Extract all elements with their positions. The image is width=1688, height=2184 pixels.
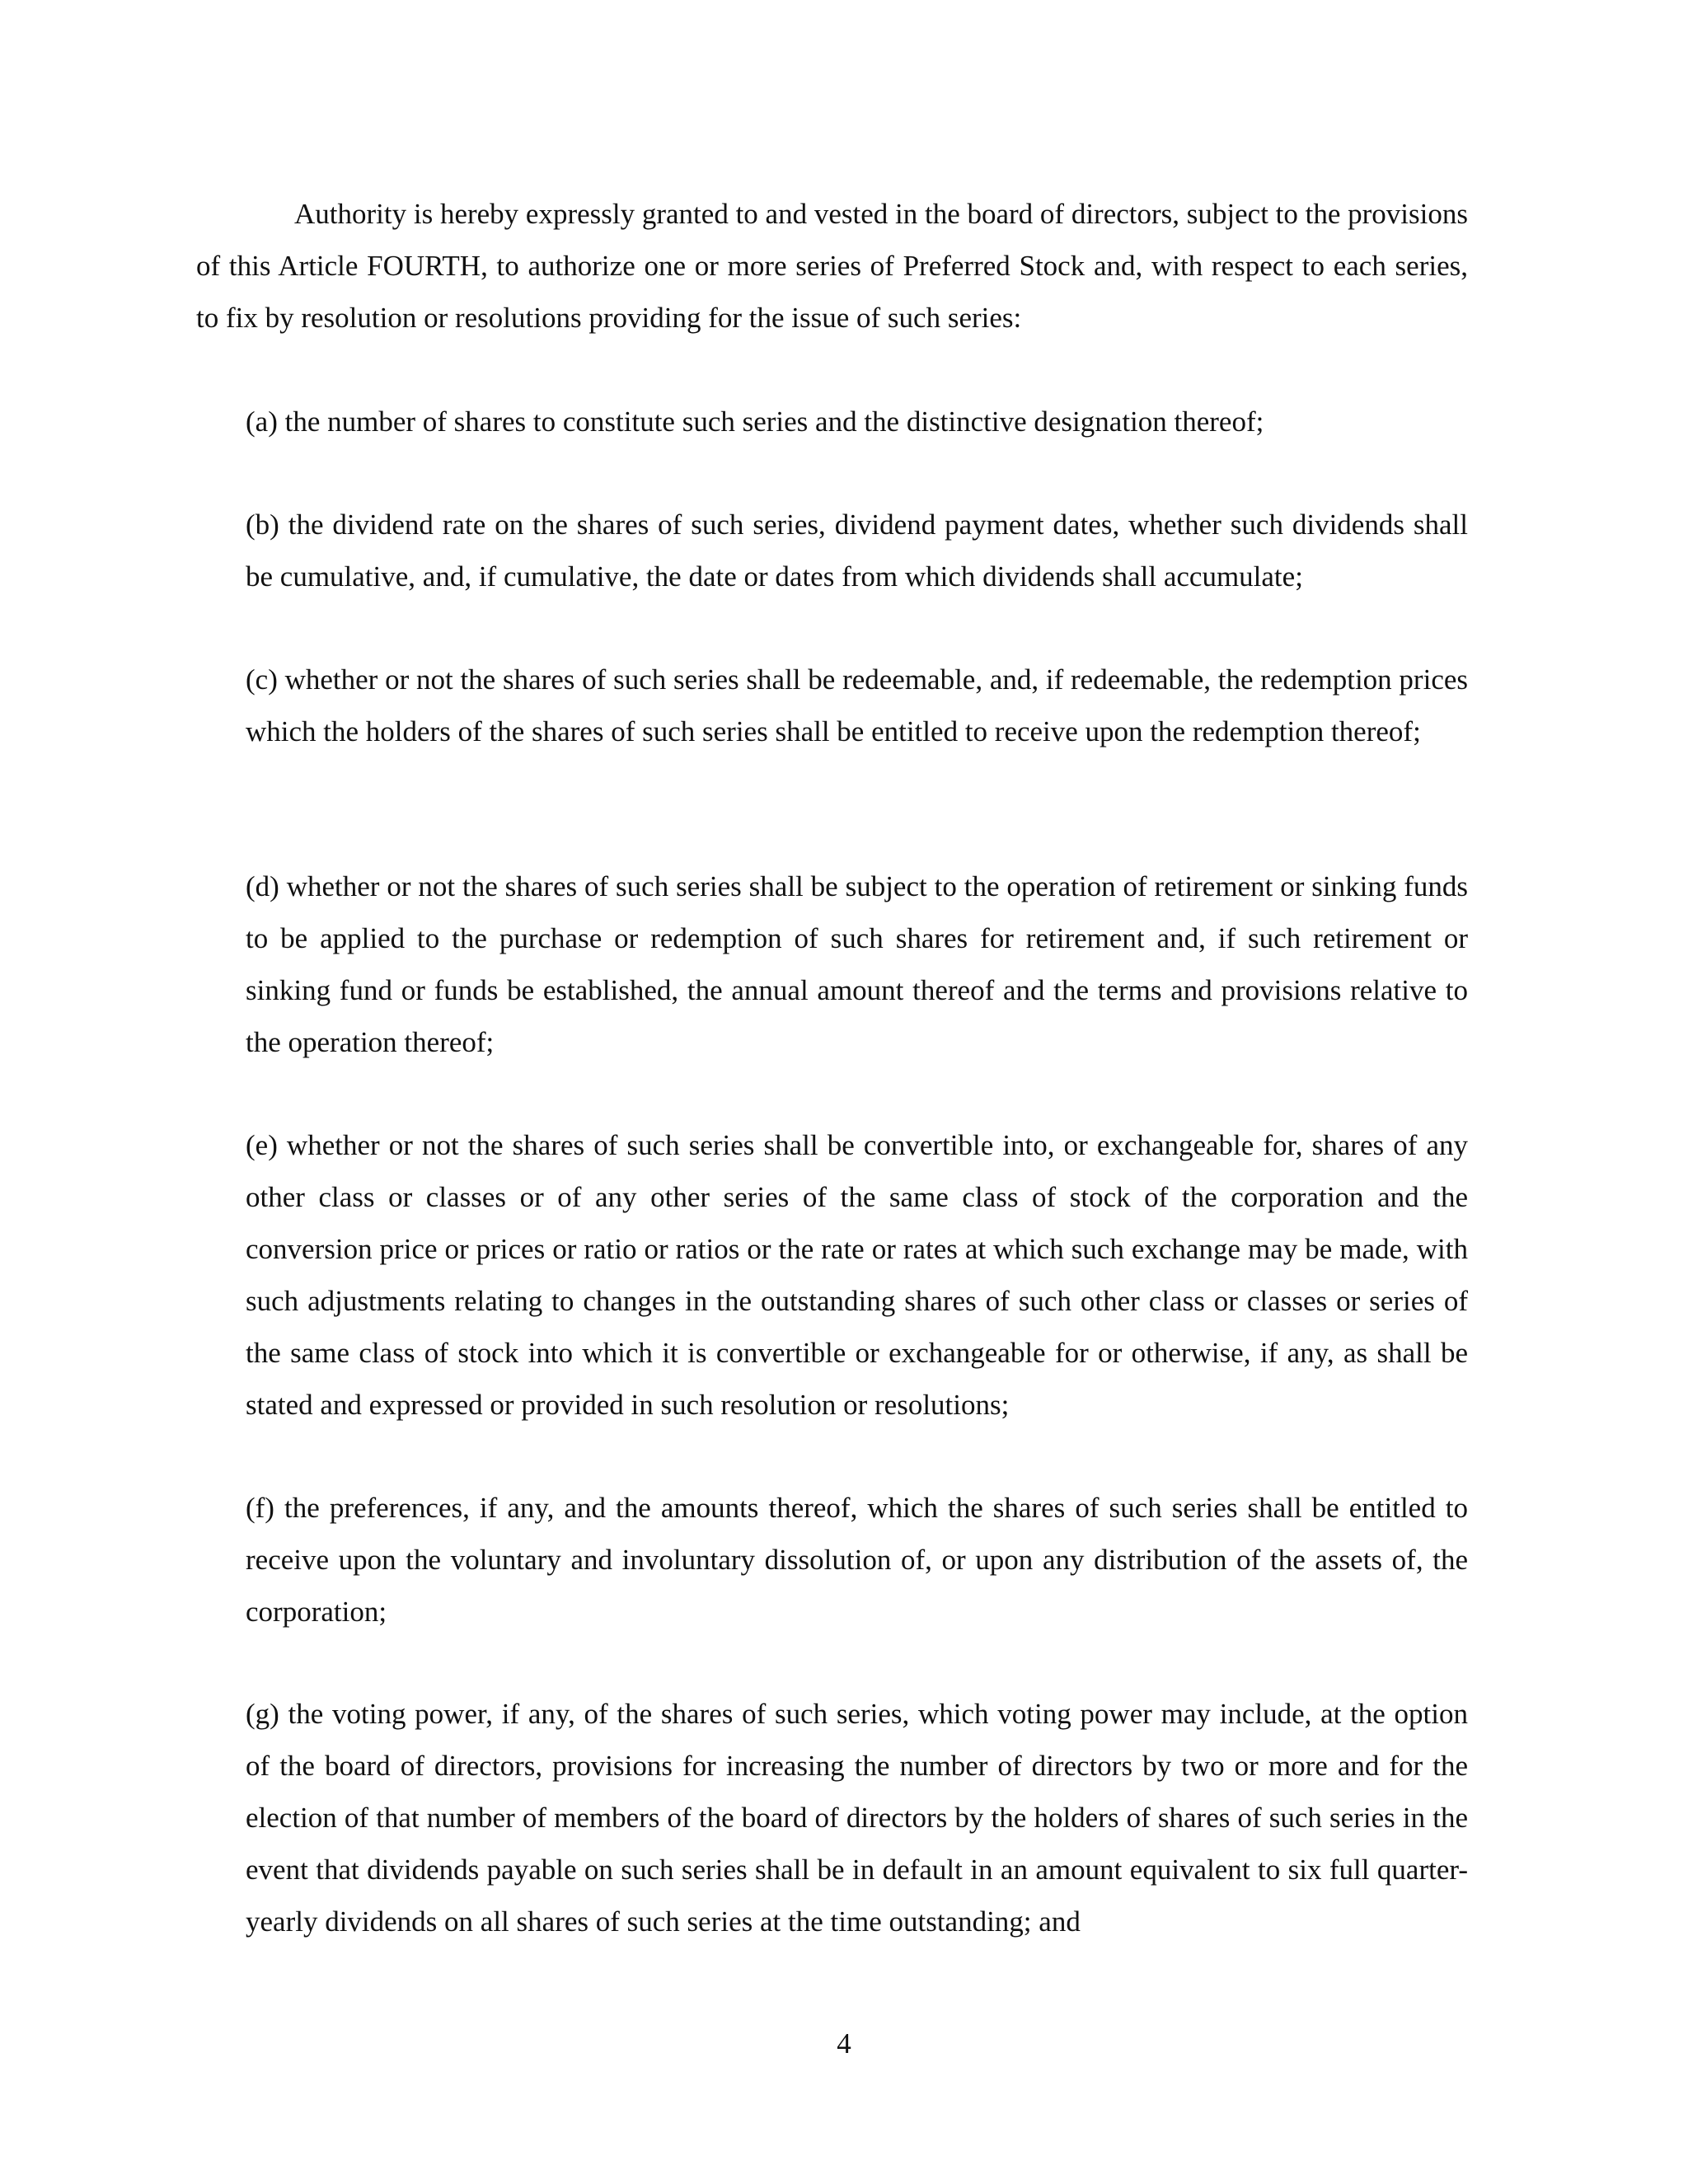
- clause-g: (g) the voting power, if any, of the shares of such series, which voting power may include, at the option of the board of directors, provisions for increasing the number of directors by two or more and for the election of that number of members of the board of directors by the holders of shares of such series in the event that dividends payable on such series shall be in default in an amount equivalent to six full quarter-yearly dividends on all shares of such series at the time outstanding; and: [246, 1698, 1468, 1938]
- clause-b: (b) the dividend rate on the shares of such series, dividend payment dates, whether such dividends shall be cumulative, and, if cumulative, the date or dates from which dividends shall accumulate;: [246, 509, 1468, 593]
- clause-d: (d) whether or not the shares of such series shall be subject to the operation of retirement or sinking funds to be applied to the purchase or redemption of such shares for retirement and, if such retirement or sinking fund or funds be established, the annual amount thereof and the terms and provisions relative to the operation thereof;: [246, 870, 1468, 1058]
- clause-e: (e) whether or not the shares of such series shall be convertible into, or exchangeable for, shares of any other class or classes or of any other series of the same class of stock of the corporation and the conversion price or prices or ratio or ratios or the rate or rates at which such exchange may be made, with such adjustments relating to changes in the outstanding shares of such other class or classes or series of the same class of stock into which it is convertible or exchangeable for or otherwise, if any, as shall be stated and expressed or provided in such resolution or resolutions;: [246, 1129, 1468, 1421]
- intro-paragraph: Authority is hereby expressly granted to and vested in the board of directors, subject to the provisions of this Article FOURTH, to authorize one or more series of Preferred Stock and, with respect to each series, to fix by resolution or resolutions providing for the issue of such series:: [196, 198, 1468, 334]
- page-number: 4: [837, 2027, 851, 2060]
- clause-a: (a) the number of shares to constitute such series and the distinctive designation thereof;: [246, 405, 1264, 438]
- clause-f: (f) the preferences, if any, and the amounts thereof, which the shares of such series shall be entitled to receive upon the voluntary and involuntary dissolution of, or upon any distribution of the assets of, the corporation;: [246, 1492, 1468, 1628]
- clause-c: (c) whether or not the shares of such series shall be redeemable, and, if redeemable, the redemption prices which the holders of the shares of such series shall be entitled to receive upon the redemption thereof;: [246, 663, 1469, 748]
